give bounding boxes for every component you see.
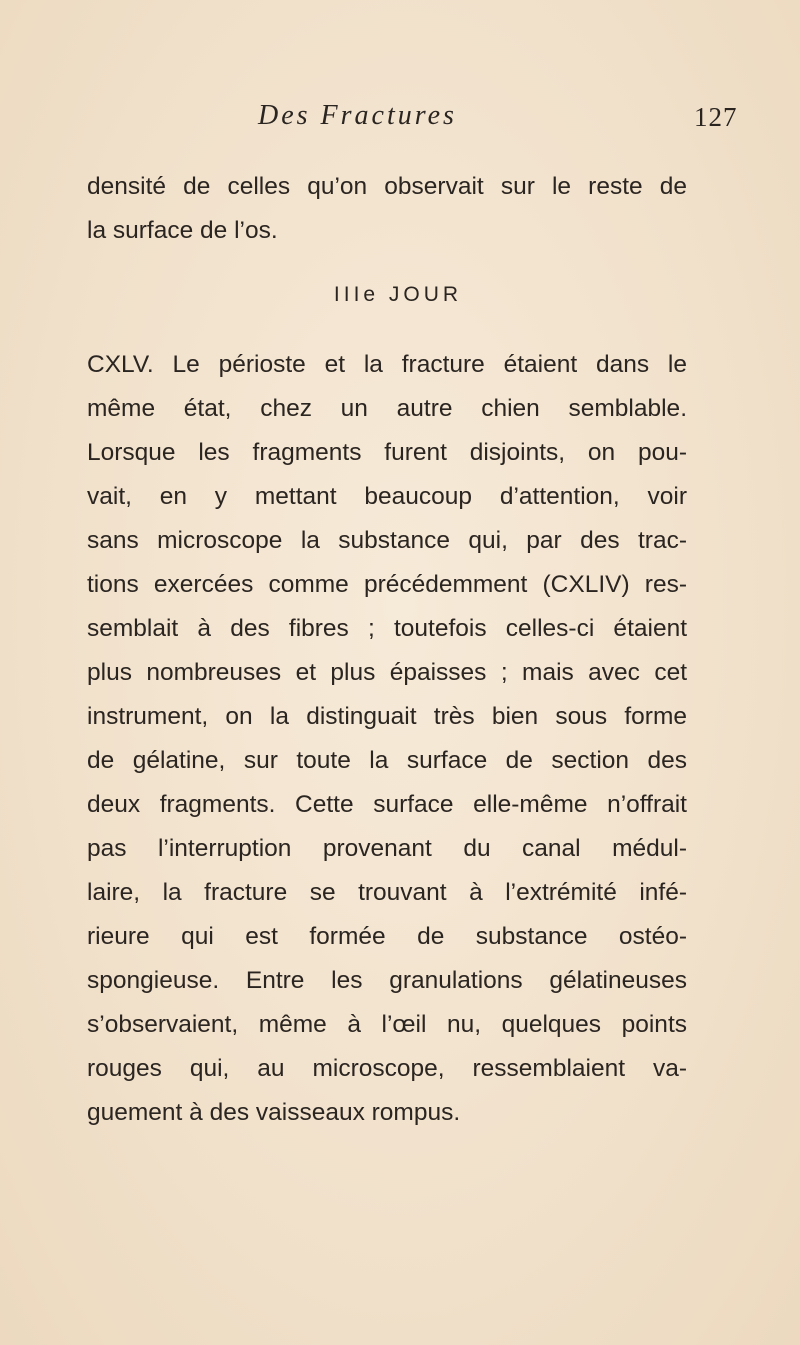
- text-line: deux fragments. Cette surface elle-même n’offrait: [87, 791, 687, 818]
- text-line: même état, chez un autre chien semblable.: [87, 395, 687, 422]
- section-heading-text: IIIe JOUR: [333, 283, 463, 306]
- text-line: s’observaient, même à l’œil nu, quelques points: [87, 1011, 687, 1038]
- text-line: de gélatine, sur toute la surface de section des: [87, 747, 687, 774]
- text-line: CXLV. Le périoste et la fracture étaient dans le: [87, 351, 687, 378]
- text-line: instrument, on la distinguait très bien sous forme: [87, 703, 687, 730]
- paragraph-cxlv: [87, 343, 687, 1135]
- text-line: laire, la fracture se trouvant à l’extrémité infé-: [87, 879, 687, 906]
- text-line: Lorsque les fragments furent disjoints, on pou-: [87, 439, 687, 466]
- running-head: [0, 100, 800, 140]
- text-line: semblait à des fibres ; toutefois celles-ci étaient: [87, 615, 687, 642]
- text-line: rouges qui, au microscope, ressemblaient va-: [87, 1055, 687, 1082]
- paragraph-continuation: [87, 165, 687, 253]
- text-line: vait, en y mettant beaucoup d’attention, voir: [87, 483, 687, 510]
- text-line: guement à des vaisseaux rompus.: [87, 1099, 461, 1126]
- text-line: tions exercées comme précédemment (CXLIV) res-: [87, 571, 687, 598]
- running-title: Des Fractures: [258, 100, 457, 131]
- section-heading: [0, 283, 800, 307]
- text-line: spongieuse. Entre les granulations gélatineuses: [87, 967, 687, 994]
- text-line: rieure qui est formée de substance ostéo-: [87, 923, 687, 950]
- page-number: 127: [694, 102, 738, 132]
- text-line: plus nombreuses et plus épaisses ; mais avec cet: [87, 659, 687, 686]
- text-line: densité de celles qu’on observait sur le reste de: [87, 173, 687, 200]
- text-line: la surface de l’os.: [87, 217, 278, 244]
- text-line: pas l’interruption provenant du canal médul-: [87, 835, 687, 862]
- text-line: sans microscope la substance qui, par des trac-: [87, 527, 687, 554]
